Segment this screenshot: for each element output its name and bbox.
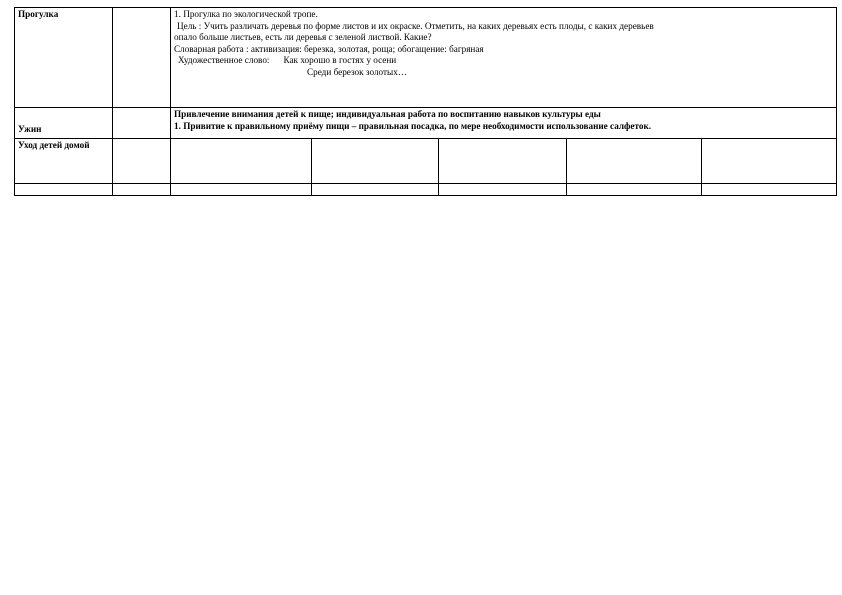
dinner-empty-cell <box>113 108 171 139</box>
dinner-label: Ужин <box>15 108 113 139</box>
walk-label: Прогулка <box>15 8 113 108</box>
leave-cell-6 <box>702 139 837 184</box>
leave-row <box>15 139 837 184</box>
dinner-line-1: Привлечение внимания детей к пище; индивидуальная работа по воспитанию навыков культуры еды <box>174 109 601 119</box>
walk-line-1: 1. Прогулка по экологической тропе. <box>174 9 318 19</box>
leave-cell-4 <box>439 139 567 184</box>
empty-cell-6 <box>567 184 702 196</box>
leave-label: Уход детей домой <box>15 139 113 184</box>
walk-art-word <box>174 55 833 67</box>
walk-vocabulary: Словарная работа : активизация: березка, золотая, роща; обогащение: багряная <box>174 43 484 54</box>
empty-cell-5 <box>439 184 567 196</box>
walk-goal: Цель : Учить различать деревья по форме листов и их окраске. Отметить, на каких деревьях есть плоды, с каких деревьев <box>177 20 654 31</box>
walk-empty-cell <box>113 8 171 108</box>
walk-row <box>15 8 837 108</box>
empty-cell-4 <box>312 184 439 196</box>
empty-cell-2 <box>113 184 171 196</box>
schedule-table <box>14 7 837 196</box>
poem-line-2: Среди березок золотых… <box>307 66 407 77</box>
dinner-line-2: 1. Привитие к правильному приёму пищи – правильная посадка, по мере необходимости использование салфеток. <box>174 120 652 131</box>
walk-content <box>171 8 837 108</box>
dinner-content <box>171 108 837 139</box>
walk-line-3: опало больше листьев, есть ли деревья с зеленой листвой. Какие? <box>174 32 432 43</box>
empty-cell-7 <box>702 184 837 196</box>
empty-row <box>15 184 837 196</box>
poem-line-1: Как хорошо в гостях у осени <box>283 55 397 66</box>
leave-cell-3 <box>312 139 439 184</box>
leave-cell-5 <box>567 139 702 184</box>
empty-cell-3 <box>171 184 312 196</box>
art-word-label: Художественное слово: <box>178 55 270 66</box>
dinner-row <box>15 108 837 139</box>
empty-cell-1 <box>15 184 113 196</box>
leave-cell-1 <box>113 139 171 184</box>
leave-cell-2 <box>171 139 312 184</box>
